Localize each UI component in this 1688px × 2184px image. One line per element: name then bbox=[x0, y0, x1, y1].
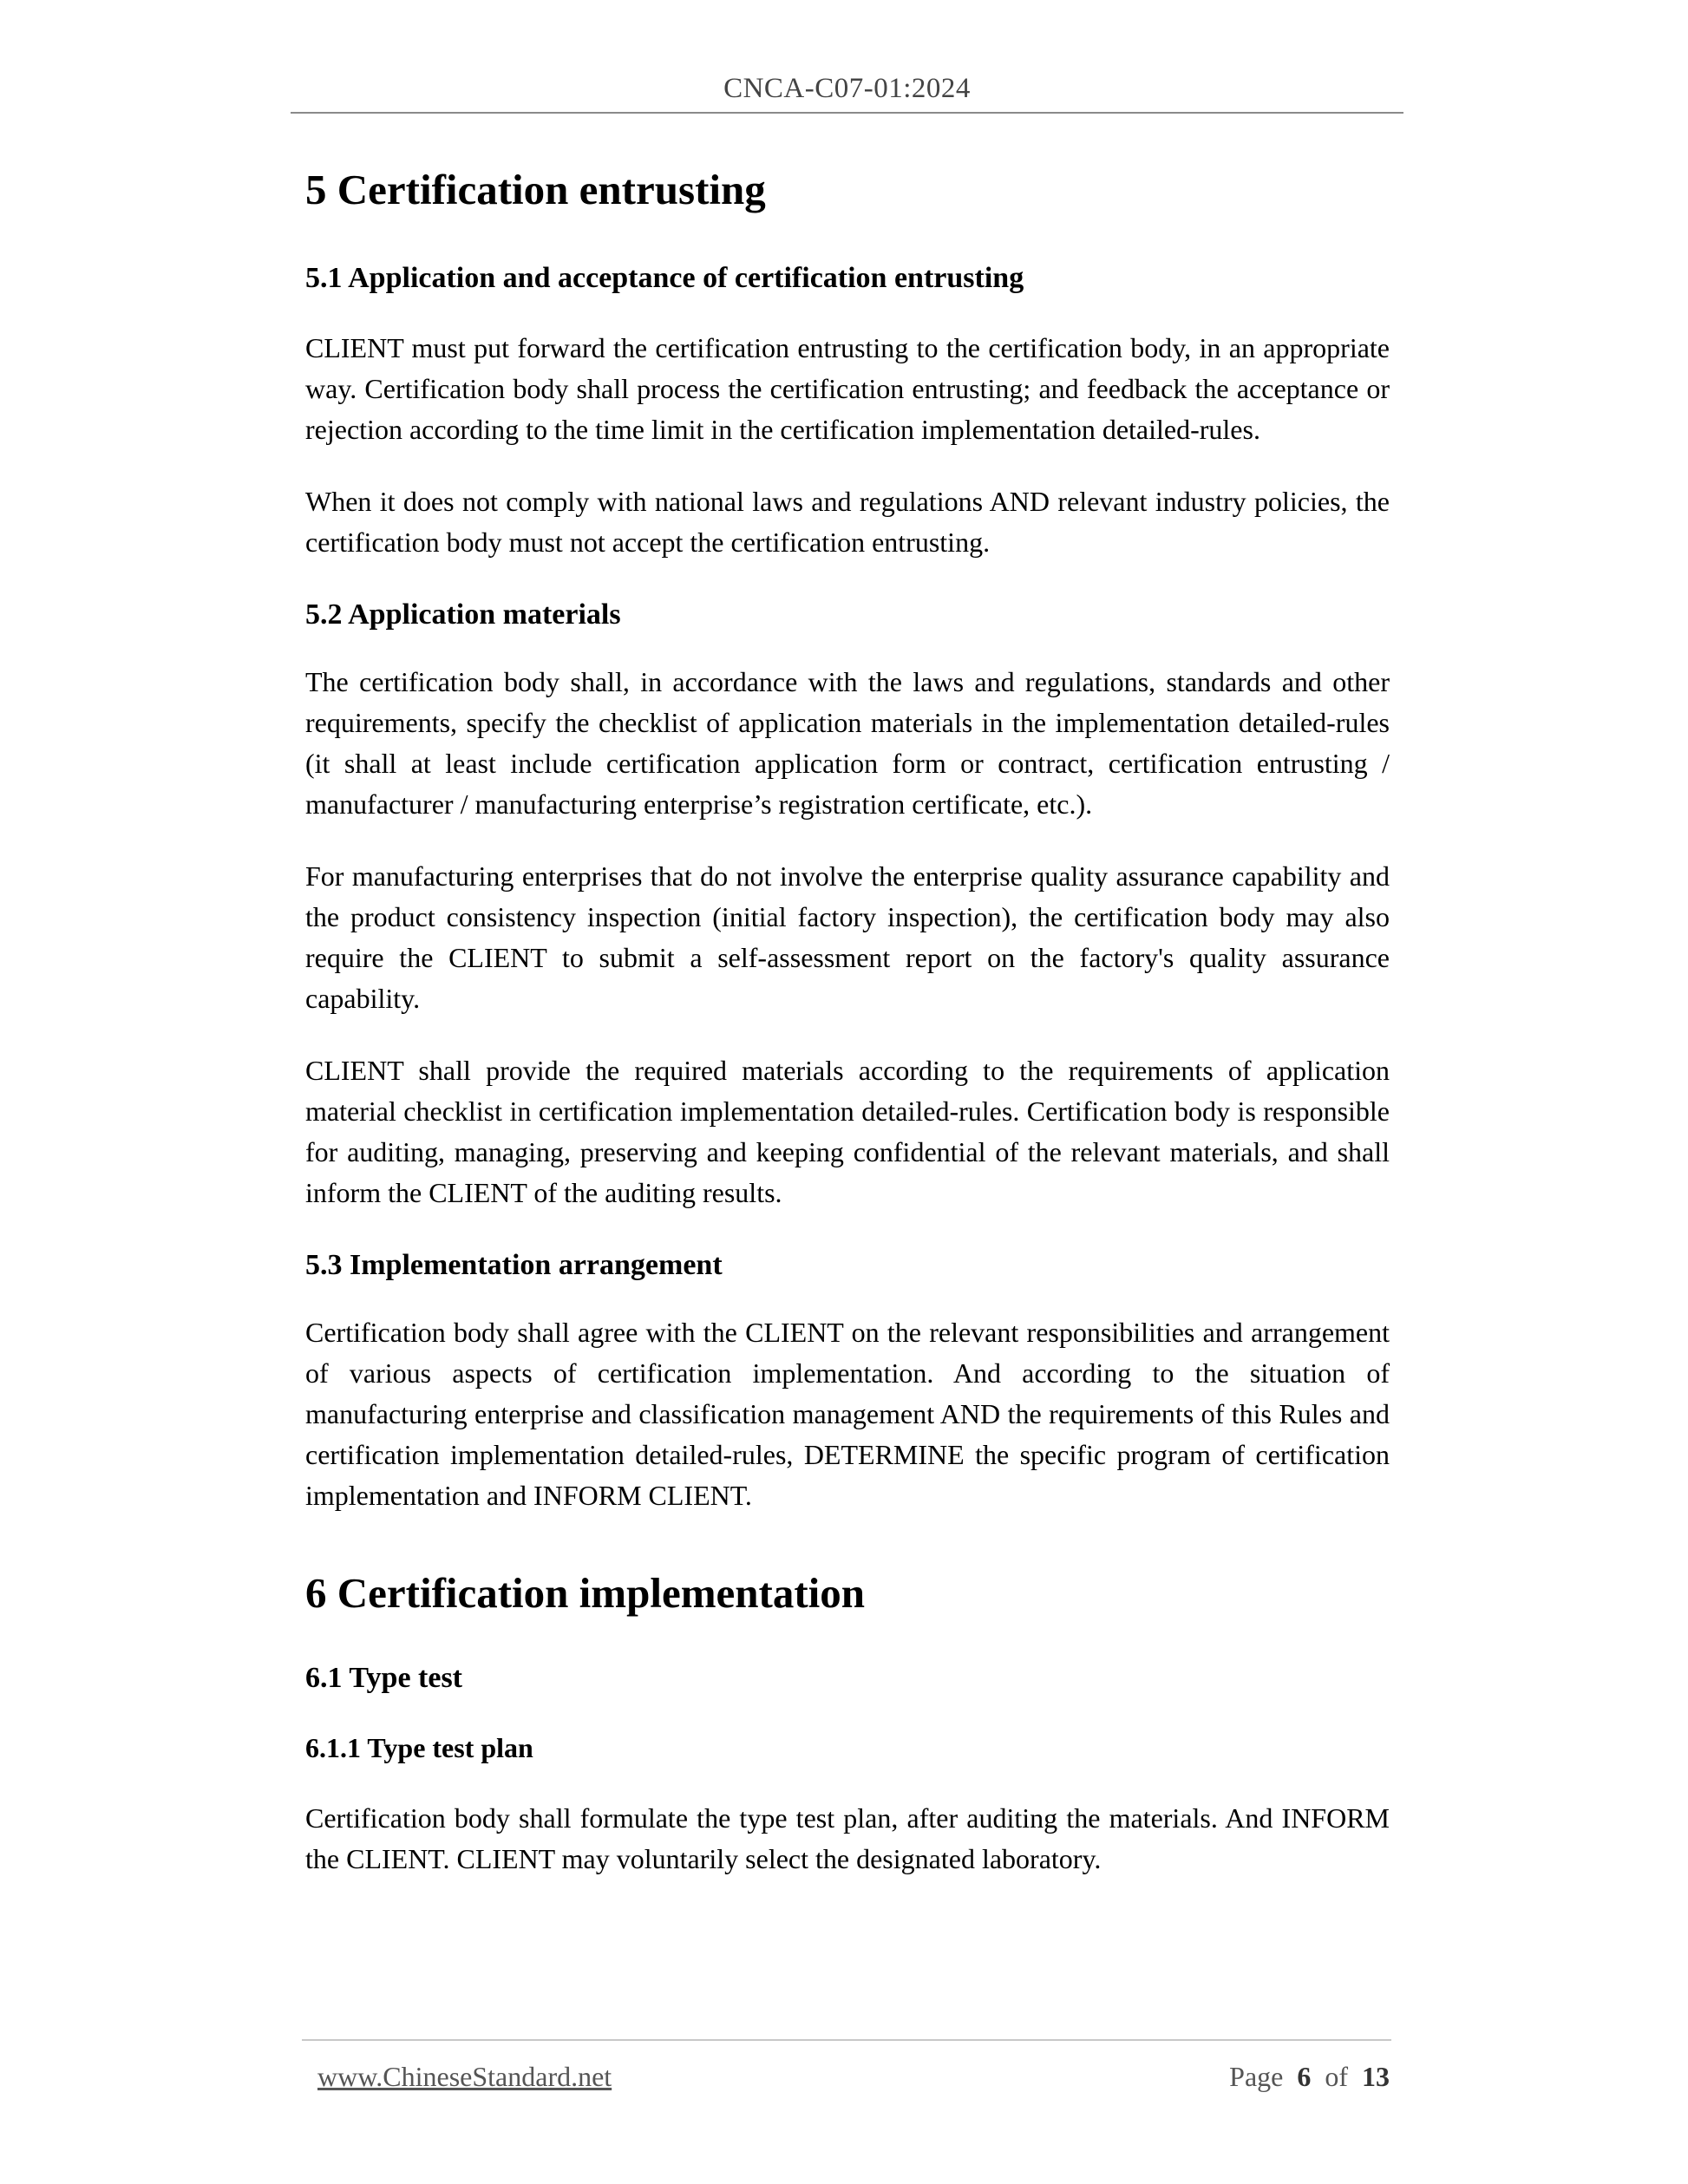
section-5-3-paragraph-1: Certification body shall agree with the CLIENT on the relevant responsibilities and arrangement of various aspects of certification implementation. And according to the situation of manufacturing enterprise and classification management AND the requirements of this Rules and certification implementation detailed-rules, DETERMINE the specific program of certification implementation and INFORM CLIENT. bbox=[305, 1317, 1390, 1512]
section-5-2-paragraph-1: The certification body shall, in accordance with the laws and regulations, standards and other requirements, specify the checklist of application materials in the implementation detailed-rules (it shall at least include certification application form or contract, certification entrusting / manufacturer / manufacturing enterprise’s registration certificate, etc.). bbox=[305, 666, 1390, 821]
section-6-1-heading: 6.1 Type test bbox=[305, 1662, 463, 1695]
of-word: of bbox=[1325, 2061, 1348, 2092]
document-body bbox=[305, 156, 1390, 1880]
footer-divider bbox=[302, 2039, 1391, 2041]
section-5-1-paragraph-1: CLIENT must put forward the certification entrusting to the certification body, in an appropriate way. Certification body shall process the certification entrusting; and feedback the acceptance or rejection according to the time limit in the certification implementation detailed-rules. bbox=[305, 331, 1390, 445]
section-5-2-heading: 5.2 Application materials bbox=[305, 598, 621, 631]
section-6-heading: 6 Certification implementation bbox=[305, 1569, 866, 1618]
total-page-count: 13 bbox=[1362, 2061, 1390, 2092]
page-word: Page bbox=[1229, 2061, 1284, 2092]
section-5-2-paragraph-2: For manufacturing enterprises that do not involve the enterprise quality assurance capability and the product consistency inspection (initial factory inspection), the certification body may also require the CLIENT to submit a self-assessment report on the factory's quality assurance capability. bbox=[305, 860, 1390, 1015]
current-page-number: 6 bbox=[1297, 2061, 1312, 2092]
document-code-header: CNCA-C07-01:2024 bbox=[723, 73, 971, 104]
header-divider bbox=[291, 112, 1403, 114]
page-indicator bbox=[1229, 2061, 1390, 2093]
section-6-1-1-paragraph-1: Certification body shall formulate the type test plan, after auditing the materials. And INFORM the CLIENT. CLIENT may voluntarily select the designated laboratory. bbox=[305, 1801, 1390, 1874]
section-5-1-paragraph-2: When it does not comply with national laws and regulations AND relevant industry policies, the certification body must not accept the certification entrusting. bbox=[305, 485, 1390, 558]
website-link[interactable]: www.ChineseStandard.net bbox=[317, 2061, 612, 2092]
section-6-1-1-heading: 6.1.1 Type test plan bbox=[305, 1732, 533, 1764]
section-5-2-paragraph-3: CLIENT shall provide the required materials according to the requirements of application material checklist in certification implementation detailed-rules. Certification body is responsible for auditing, managing, preserving and keeping confidential of the relevant materials, and shall inform the CLIENT of the auditing results. bbox=[305, 1055, 1390, 1209]
section-5-1-heading: 5.1 Application and acceptance of certification entrusting bbox=[305, 261, 1024, 294]
section-5-heading: 5 Certification entrusting bbox=[305, 166, 766, 213]
section-5-3-heading: 5.3 Implementation arrangement bbox=[305, 1249, 723, 1282]
